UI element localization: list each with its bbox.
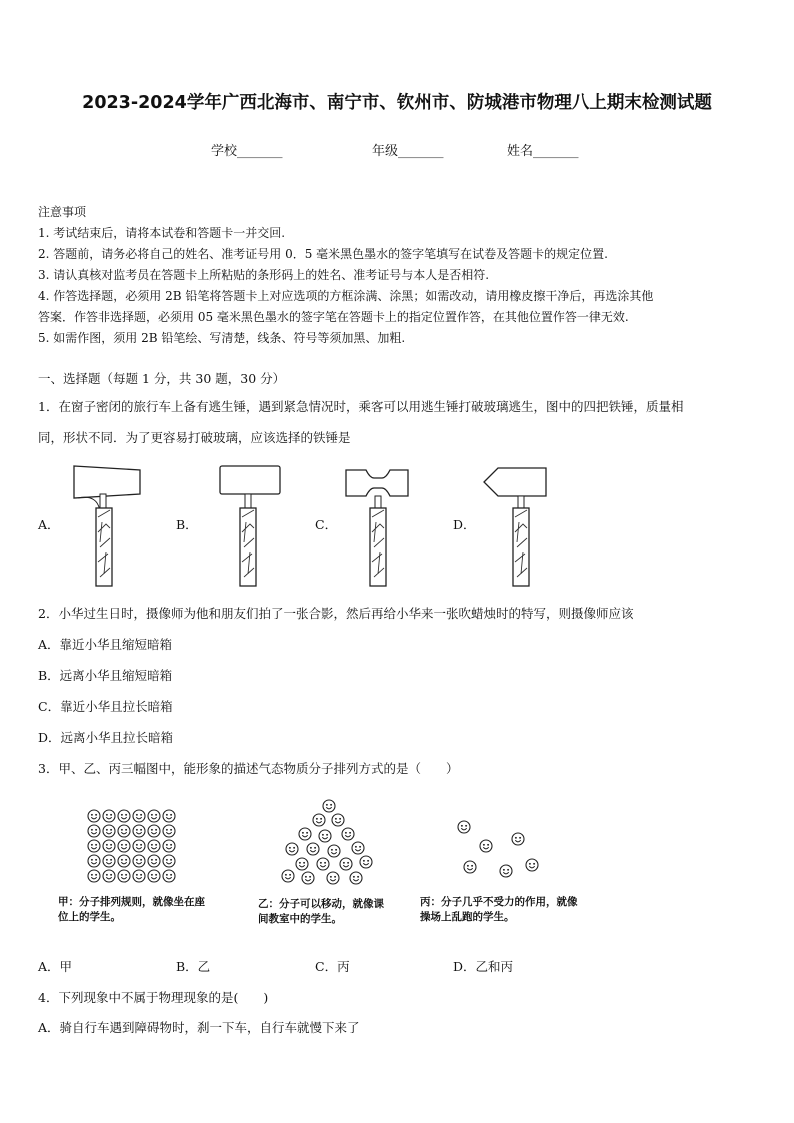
molecule-icon xyxy=(118,855,130,867)
molecule-icon xyxy=(458,821,470,833)
q3-option-d: D．乙和丙 xyxy=(453,959,514,974)
molecules-liquid-image xyxy=(278,798,378,888)
molecule-icon xyxy=(148,825,160,837)
molecule-icon xyxy=(133,870,145,882)
molecule-icon xyxy=(299,828,311,840)
note-item: 5. 如需作图，须用 2B 铅笔绘、写清楚，线条、符号等须加黑、加粗. xyxy=(38,331,406,345)
molecule-icon xyxy=(323,800,335,812)
molecule-icon xyxy=(332,814,344,826)
note-item: 3. 请认真核对监考员在答题卡上所粘贴的条形码上的姓名、准考证号与本人是否相符. xyxy=(38,268,490,282)
molecule-icon xyxy=(500,865,512,877)
molecule-icon xyxy=(133,810,145,822)
q2-option-c: C．靠近小华且拉长暗箱 xyxy=(38,699,173,714)
molecule-icon xyxy=(163,825,175,837)
molecule-icon xyxy=(163,870,175,882)
molecule-icon xyxy=(360,856,372,868)
hammer-b-image xyxy=(212,462,292,590)
question-4-text: 4．下列现象中不属于物理现象的是( ) xyxy=(38,990,269,1005)
molecule-icon xyxy=(464,861,476,873)
molecule-icon xyxy=(328,845,340,857)
molecule-icon xyxy=(296,858,308,870)
q1-option-b-label: B． xyxy=(176,517,198,532)
q1-option-a-label: A． xyxy=(38,517,60,532)
molecule-icon xyxy=(340,858,352,870)
notes-heading: 注意事项 xyxy=(38,205,87,219)
hammer-d-image xyxy=(480,462,560,590)
q2-option-a: A．靠近小华且缩短暗箱 xyxy=(38,637,173,652)
caption-jia: 甲：分子排列规则，就像坐在座位上的学生。 xyxy=(58,896,205,923)
molecule-icon xyxy=(350,872,362,884)
molecule-icon xyxy=(342,828,354,840)
name-field: 姓名_______ xyxy=(507,144,579,159)
molecule-icon xyxy=(163,810,175,822)
molecules-solid-image xyxy=(86,808,176,888)
question-1-text-cont: 同，形状不同．为了更容易打破玻璃，应该选择的铁锤是 xyxy=(38,430,351,445)
molecule-icon xyxy=(133,855,145,867)
molecule-icon xyxy=(118,825,130,837)
molecule-icon xyxy=(133,840,145,852)
molecule-icon xyxy=(163,840,175,852)
q3-option-b: B．乙 xyxy=(176,959,211,974)
molecule-icon xyxy=(313,814,325,826)
molecule-icon xyxy=(307,843,319,855)
note-item: 1. 考试结束后，请将本试卷和答题卡一并交回. xyxy=(38,226,286,240)
molecule-icon xyxy=(286,843,298,855)
molecule-icon xyxy=(103,870,115,882)
section-heading: 一、选择题（每题 1 分，共 30 题，30 分） xyxy=(38,371,286,386)
q2-option-d: D．远离小华且拉长暗箱 xyxy=(38,730,174,745)
caption-yi: 乙：分子可以移动，就像课间教室中的学生。 xyxy=(258,898,384,925)
molecule-icon xyxy=(103,840,115,852)
molecule-icon xyxy=(526,859,538,871)
hammer-c-image xyxy=(342,462,422,590)
molecule-icon xyxy=(118,810,130,822)
molecule-icon xyxy=(148,855,160,867)
q3-option-a: A．甲 xyxy=(38,959,73,974)
q3-option-c: C．丙 xyxy=(315,959,350,974)
q1-option-c-label: C． xyxy=(315,517,338,532)
molecule-icon xyxy=(480,840,492,852)
q2-option-b: B．远离小华且缩短暗箱 xyxy=(38,668,173,683)
caption-bing: 丙：分子几乎不受力的作用，就像操场上乱跑的学生。 xyxy=(420,896,578,923)
note-item: 2. 答题前，请务必将自己的姓名、准考证号用 0．5 毫米黑色墨水的签字笔填写在试卷及答题卡的规定位置. xyxy=(38,247,608,261)
molecule-icon xyxy=(327,872,339,884)
question-3-text: 3．甲、乙、丙三幅图中，能形象的描述气态物质分子排列方式的是（ ） xyxy=(38,761,459,776)
molecule-icon xyxy=(88,825,100,837)
molecule-icon xyxy=(282,870,294,882)
molecule-icon xyxy=(88,840,100,852)
molecule-icon xyxy=(88,870,100,882)
molecule-icon xyxy=(103,825,115,837)
molecule-icon xyxy=(118,870,130,882)
molecule-icon xyxy=(317,858,329,870)
molecules-gas-image xyxy=(450,815,550,885)
molecule-icon xyxy=(103,810,115,822)
grade-field: 年级_______ xyxy=(372,144,444,159)
q1-option-d-label: D． xyxy=(453,517,476,532)
note-item: 4. 作答选择题，必须用 2B 铅笔将答题卡上对应选项的方框涂满、涂黑；如需改动，请用橡皮擦干净后，再选涂其他 xyxy=(38,289,654,303)
question-2-text: 2．小华过生日时，摄像师为他和朋友们拍了一张合影，然后再给小华来一张吹蜡烛时的特写，则摄像师应该 xyxy=(38,606,634,621)
q4-option-a: A．骑自行车遇到障碍物时，刹一下车，自行车就慢下来了 xyxy=(38,1020,360,1035)
molecule-icon xyxy=(352,842,364,854)
note-item: 答案．作答非选择题，必须用 05 毫米黑色墨水的签字笔在答题卡上的指定位置作答，在其他位置作答一律无效. xyxy=(38,310,629,324)
hammer-a-image xyxy=(70,462,150,590)
molecule-icon xyxy=(319,830,331,842)
molecule-icon xyxy=(163,855,175,867)
molecule-icon xyxy=(148,810,160,822)
molecule-icon xyxy=(133,825,145,837)
molecule-icon xyxy=(88,855,100,867)
molecule-icon xyxy=(302,872,314,884)
page-title: 2023-2024学年广西北海市、南宁市、钦州市、防城港市物理八上期末检测试题 xyxy=(82,93,712,113)
molecule-icon xyxy=(148,840,160,852)
molecule-icon xyxy=(118,840,130,852)
molecule-icon xyxy=(103,855,115,867)
molecule-icon xyxy=(512,833,524,845)
question-1-text: 1．在窗子密闭的旅行车上备有逃生锤，遇到紧急情况时，乘客可以用逃生锤打破玻璃逃生，图中的四把铁锤，质量相 xyxy=(38,399,684,414)
school-field: 学校_______ xyxy=(211,144,283,159)
molecule-icon xyxy=(148,870,160,882)
molecule-icon xyxy=(88,810,100,822)
